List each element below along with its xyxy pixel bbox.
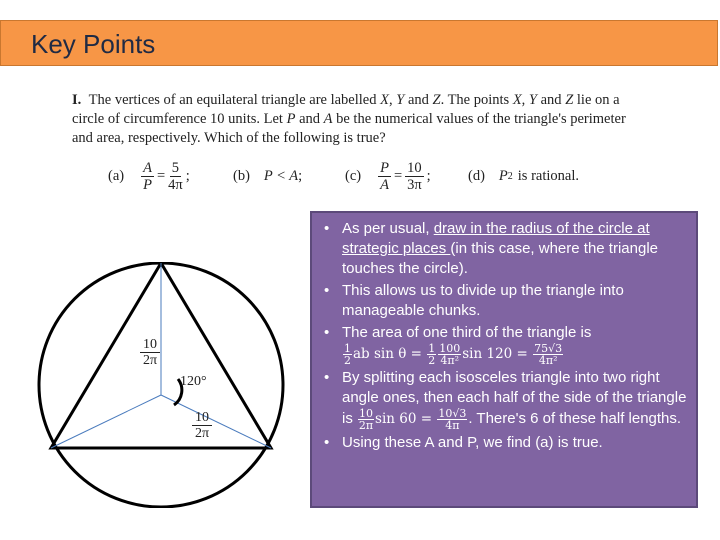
key-points-panel [310, 211, 698, 508]
equals-sign: = [393, 167, 403, 184]
option-c-lhs [378, 160, 391, 193]
frac-numerator: 1 [344, 342, 351, 355]
answer-options [108, 156, 668, 196]
frac-denominator: 4π [445, 419, 460, 432]
problem-text-2: . The points [440, 92, 510, 108]
frac-denominator: 2π [358, 419, 374, 432]
bullet-conclusion [320, 433, 688, 453]
semicolon: ; [185, 167, 190, 184]
bullet-text: Using these A and P, we find (a) is true. [342, 434, 603, 451]
frac-numerator: 10 [140, 337, 160, 353]
var-p: P [286, 111, 296, 127]
half-side-formula [357, 407, 468, 432]
option-b-expr: P < A [263, 167, 299, 184]
frac-numerator: 5 [171, 159, 180, 176]
bullet-text: This allows us to divide up the triangle into manageable chunks. [342, 282, 624, 319]
option-b-tag: (b) [233, 167, 250, 184]
frac-denominator: 4π² [440, 354, 460, 367]
and-word: and [407, 92, 429, 108]
option-d [468, 156, 579, 196]
option-c [345, 156, 431, 196]
bullet-text: By splitting each isosceles triangle into two right angle ones, then each half of the side of the triangle is [342, 369, 687, 427]
bullet-area [320, 323, 688, 366]
option-d-text: is rational. [517, 167, 579, 184]
sep: , [521, 92, 526, 108]
frac-numerator: 10 [192, 410, 212, 426]
area-formula [342, 342, 564, 367]
bullet-text: (in this case, where the triangle touches the circle). [342, 240, 658, 277]
option-c-tag: (c) [345, 167, 362, 184]
math-text: sin 60 = [375, 411, 433, 427]
bullet-radius [320, 219, 688, 279]
option-c-rhs [405, 160, 424, 193]
title-bar [0, 20, 718, 66]
and-word: and [299, 111, 320, 127]
math-text: ab sin θ = [353, 346, 422, 362]
var-z: Z [565, 92, 574, 108]
problem-text-4: be the numerical values of the triangle's perimeter and area, respectively. Which of the following is true? [72, 111, 626, 146]
frac-denominator: 2 [428, 354, 436, 367]
bullet-chunks [320, 281, 688, 321]
frac-numerator: 10 [359, 407, 374, 420]
frac-denominator: A [380, 176, 389, 193]
equals-sign: = [156, 167, 166, 184]
key-points-list [312, 213, 696, 453]
option-a-rhs [168, 160, 183, 193]
frac-denominator: P [143, 176, 152, 193]
var-a: A [323, 111, 333, 127]
frac-numerator: A [143, 159, 152, 176]
problem-text-3: lie on a circle of circumference 10 units. Let [72, 92, 620, 127]
problem-text-1: The vertices of an equilateral triangle are labelled [88, 92, 377, 108]
angle-label: 120° [180, 374, 207, 389]
semicolon: ; [298, 167, 303, 184]
option-d-exponent: 2 [507, 170, 513, 182]
frac-numerator: 10 [407, 159, 422, 176]
frac-denominator: 3π [407, 176, 422, 193]
bullet-half-side [320, 368, 688, 431]
frac-numerator: 100 [439, 342, 461, 355]
sep: , [388, 92, 393, 108]
problem-number: I. [72, 92, 82, 108]
slide-title: Key Points [31, 29, 156, 59]
frac-numerator: P [380, 159, 389, 176]
var-y: Y [528, 92, 537, 108]
frac-denominator: 4π² [538, 354, 558, 367]
frac-denominator: 4π [168, 176, 183, 193]
frac-numerator: 10√3 [438, 407, 467, 420]
and-word: and [540, 92, 562, 108]
frac-denominator: 2π [194, 426, 210, 441]
frac-numerator: 1 [428, 342, 436, 355]
radius-label-top [140, 337, 160, 368]
frac-numerator: 75√3 [534, 342, 563, 355]
bullet-text: As per usual, [342, 220, 434, 237]
option-a-tag: (a) [108, 167, 125, 184]
option-d-tag: (d) [468, 167, 485, 184]
var-x: X [512, 92, 522, 108]
circle-triangle-diagram [30, 262, 302, 508]
math-text: sin 120 = [462, 346, 528, 362]
option-b [233, 156, 302, 196]
option-a-lhs [141, 160, 154, 193]
frac-denominator: 2π [142, 353, 158, 368]
frac-denominator: 2 [344, 354, 351, 367]
option-d-base: P [498, 167, 508, 184]
var-y: Y [396, 92, 405, 108]
var-x: X [380, 92, 389, 108]
bullet-text: The area of one third of the triangle is [342, 324, 592, 341]
bullet-emphasis: draw in the radius of the circle at strategic places [342, 220, 650, 257]
problem-statement [72, 91, 642, 148]
bullet-text: . There's 6 of these half lengths. [468, 410, 682, 427]
var-z: Z [432, 92, 441, 108]
semicolon: ; [426, 167, 431, 184]
option-a [108, 156, 190, 196]
radius-label-right [192, 410, 212, 441]
